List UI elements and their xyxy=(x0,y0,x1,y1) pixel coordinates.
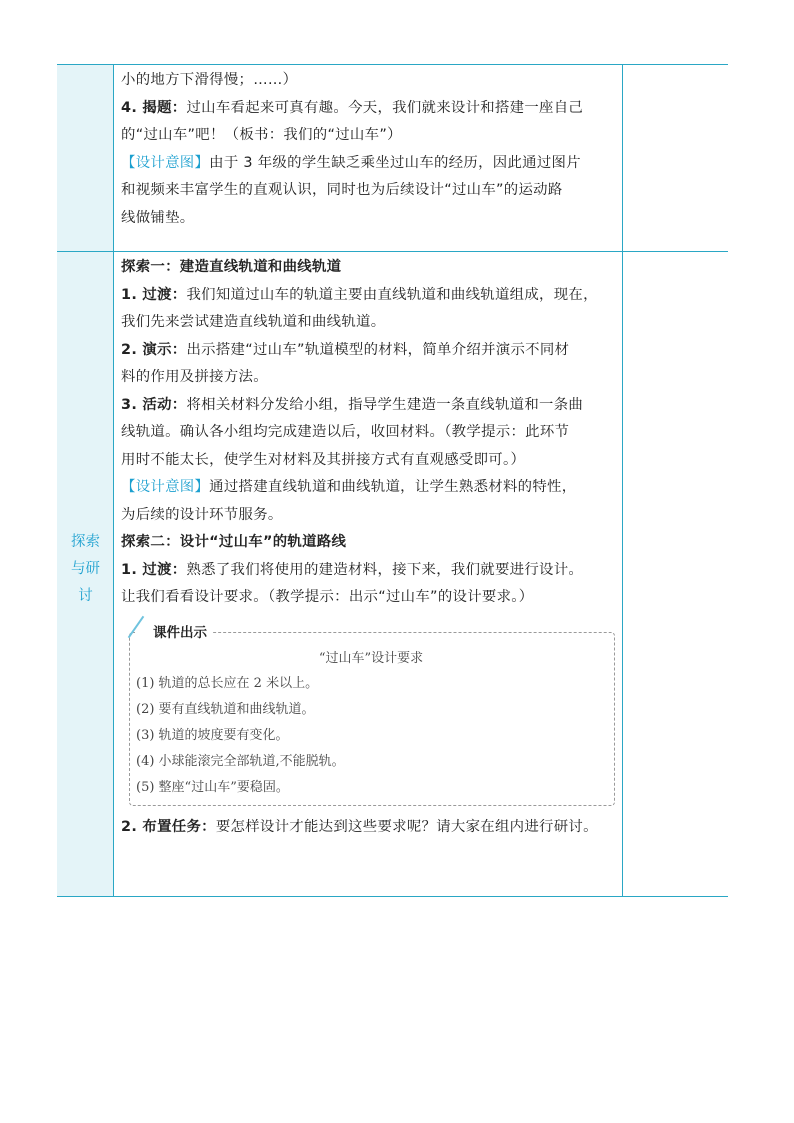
requirement-item: (2) 要有直线轨道和曲线轨道。 xyxy=(136,701,315,717)
text-line: 1. 过渡：我们知道过山车的轨道主要由直线轨道和曲线轨道组成，现在， xyxy=(121,286,598,303)
text-line: 为后续的设计环节服务。 xyxy=(121,506,283,523)
design-intent-tag: 【设计意图】 xyxy=(121,154,210,171)
task-line: 2. 布置任务：要怎样设计才能达到这些要求呢？请大家在组内进行研讨。 xyxy=(121,818,598,835)
text-line: 让我们看看设计要求。（教学提示：出示“过山车”的设计要求。） xyxy=(121,589,534,605)
content-cell-intro xyxy=(114,65,623,251)
design-intent-tag: 【设计意图】 xyxy=(121,479,210,495)
text-line: 和视频来丰富学生的直观认识，同时也为后续设计“过山车”的运动路 xyxy=(121,182,563,198)
table-row-intro xyxy=(57,65,728,251)
notes-cell xyxy=(623,252,728,896)
requirement-item: (5) 整座“过山车”要稳固。 xyxy=(136,779,289,795)
requirement-item: (1) 轨道的总长应在 2 米以上。 xyxy=(136,675,319,691)
courseware-tab: 课件出示 xyxy=(135,623,213,643)
lesson-table xyxy=(57,64,728,897)
courseware-content xyxy=(129,632,615,806)
text-line: 3. 活动：将相关材料分发给小组，指导学生建造一条直线轨道和一条曲 xyxy=(121,396,584,413)
text-line: 2. 演示：出示搭建“过山车”轨道模型的材料，简单介绍并演示不同材 xyxy=(121,341,570,358)
design-intent-line: 【设计意图】通过搭建直线轨道和曲线轨道，让学生熟悉材料的特性， xyxy=(121,479,577,495)
content-cell-explore xyxy=(114,252,623,896)
text-line: 线做铺垫。 xyxy=(121,209,195,226)
requirement-item: (4) 小球能滚完全部轨道,不能脱轨。 xyxy=(136,753,345,769)
stage-cell xyxy=(57,252,114,896)
text-line: 我们先来尝试建造直线轨道和曲线轨道。 xyxy=(121,314,386,330)
text-line: 料的作用及拼接方法。 xyxy=(121,369,268,385)
courseware-title: “过山车”设计要求 xyxy=(318,650,424,666)
requirement-item: (3) 轨道的坡度要有变化。 xyxy=(136,727,289,743)
text-line: 线轨道。确认各小组均完成建造以后，收回材料。（教学提示：此环节 xyxy=(121,424,570,440)
notes-cell xyxy=(623,65,728,251)
text-line: 用时不能太长，使学生对材料及其拼接方式有直观感受即可。） xyxy=(121,451,526,468)
stage-cell-empty xyxy=(57,65,114,251)
text-line: 的“过山车”吧！（板书：我们的“过山车”） xyxy=(121,127,402,143)
text-line: 4. 揭题：过山车看起来可真有趣。今天，我们就来设计和搭建一座自己 xyxy=(121,99,584,116)
courseware-box xyxy=(129,622,615,806)
section-title: 探索一：建造直线轨道和曲线轨道 xyxy=(121,259,342,275)
table-row-explore xyxy=(57,251,728,896)
section-title: 探索二：设计“过山车”的轨道路线 xyxy=(121,534,347,550)
design-intent-line: 【设计意图】由于 3 年级的学生缺乏乘坐过山车的经历，因此通过图片 xyxy=(121,154,581,171)
stage-label: 探索 与研 讨 xyxy=(71,534,100,604)
text-line: 1. 过渡：熟悉了我们将使用的建造材料，接下来，我们就要进行设计。 xyxy=(121,561,584,578)
text-line: 小的地方下滑得慢；……） xyxy=(121,72,298,88)
